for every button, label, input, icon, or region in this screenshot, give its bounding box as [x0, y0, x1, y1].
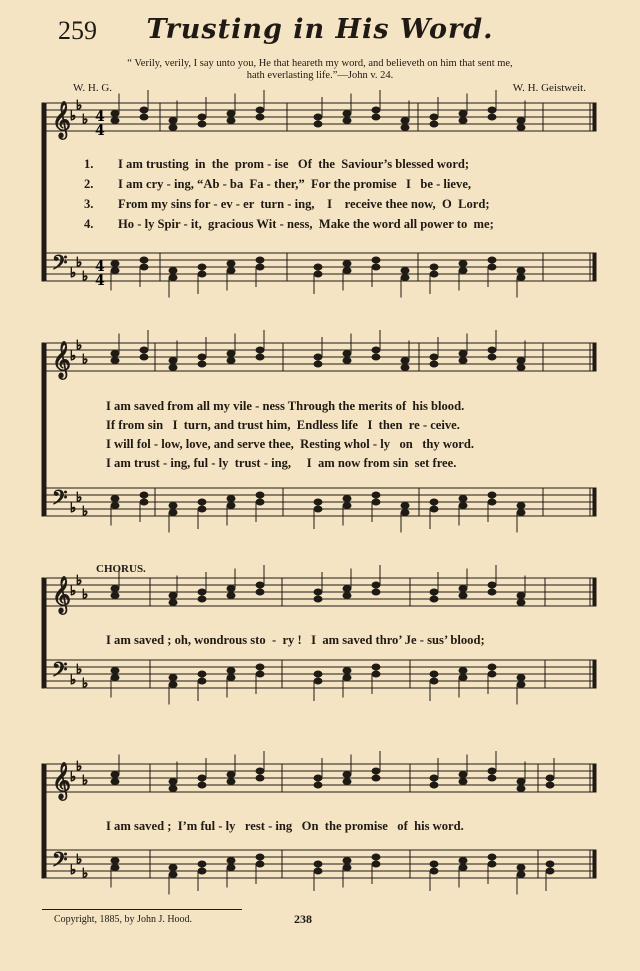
notehead [372, 861, 380, 867]
flat-icon: ♭ [76, 98, 83, 114]
notehead [430, 499, 438, 505]
notehead [459, 779, 467, 785]
notehead [517, 872, 525, 878]
notehead [517, 865, 525, 871]
flat-icon: ♭ [70, 109, 77, 124]
notehead [169, 358, 177, 364]
notehead [314, 354, 322, 360]
notehead [111, 675, 119, 681]
notehead [169, 872, 177, 878]
notehead [227, 772, 235, 778]
notehead [517, 593, 525, 599]
notehead [256, 775, 264, 781]
notehead [488, 589, 496, 595]
notehead [227, 675, 235, 681]
notehead [401, 365, 409, 371]
notehead [169, 118, 177, 124]
notehead [140, 107, 148, 113]
notehead [111, 586, 119, 592]
flat-icon: ♭ [70, 770, 77, 785]
notehead [459, 865, 467, 871]
notehead [169, 675, 177, 681]
flat-icon: ♭ [82, 587, 89, 603]
hymn-number: 259 [58, 16, 97, 45]
notehead [459, 503, 467, 509]
notehead [430, 782, 438, 788]
treble-clef-icon: 𝄞 [52, 575, 71, 613]
notehead [256, 768, 264, 774]
notehead [227, 593, 235, 599]
notehead [546, 861, 554, 867]
notehead [430, 361, 438, 367]
notehead [227, 865, 235, 871]
notehead [227, 261, 235, 267]
notehead [459, 496, 467, 502]
lyricist-credit: W. H. G. [73, 82, 113, 94]
bass-clef-icon: 𝄢 [52, 848, 68, 876]
notehead [343, 675, 351, 681]
notehead [459, 772, 467, 778]
final-barline [593, 253, 596, 281]
notehead [343, 351, 351, 357]
verse-1-lyric: I am trusting in the prom - ise Of the Saviour’s blessed word; [118, 157, 470, 171]
notehead [488, 107, 496, 113]
flat-icon: ♭ [76, 490, 83, 506]
notehead [459, 593, 467, 599]
notehead [314, 271, 322, 277]
notehead [430, 589, 438, 595]
notehead [517, 275, 525, 281]
notehead [227, 496, 235, 502]
notehead [343, 118, 351, 124]
notehead [488, 775, 496, 781]
notehead [140, 264, 148, 270]
notehead [227, 268, 235, 274]
hymn-title: Trusting in His Word. [146, 14, 494, 45]
notehead [256, 854, 264, 860]
notehead [198, 271, 206, 277]
notehead [198, 589, 206, 595]
notehead [111, 503, 119, 509]
notehead [140, 354, 148, 360]
notehead [314, 264, 322, 270]
verse-2-lyric: I am cry - ing, “Ab - ba Fa - ther,” For the promise I be - lieve, [118, 177, 472, 191]
notehead [430, 861, 438, 867]
notehead [198, 861, 206, 867]
verse-3-number: 3. [84, 197, 94, 211]
notehead [111, 268, 119, 274]
notehead [517, 682, 525, 688]
notehead [169, 600, 177, 606]
notehead [430, 775, 438, 781]
notehead [169, 268, 177, 274]
chorus-line-2: I am saved ; I’m ful - ly rest - ing On the promise of his word. [106, 819, 464, 833]
notehead [314, 868, 322, 874]
epigraph-line-2: hath everlasting life.”—John v. 24. [246, 70, 394, 81]
flat-icon: ♭ [76, 662, 83, 678]
flat-icon: ♭ [82, 269, 89, 285]
notehead [488, 347, 496, 353]
notehead [198, 775, 206, 781]
notehead [488, 664, 496, 670]
notehead [343, 268, 351, 274]
treble-clef-icon: 𝄞 [52, 100, 71, 138]
notehead [488, 768, 496, 774]
notehead [401, 275, 409, 281]
notehead [256, 499, 264, 505]
notehead [256, 861, 264, 867]
notehead [430, 678, 438, 684]
notehead [111, 261, 119, 267]
notehead [517, 600, 525, 606]
notehead [169, 503, 177, 509]
final-barline [593, 850, 596, 878]
flat-icon: ♭ [76, 255, 83, 271]
notehead [198, 506, 206, 512]
flat-icon: ♭ [82, 676, 89, 692]
notehead [517, 675, 525, 681]
notehead [314, 589, 322, 595]
system-brace [42, 103, 45, 281]
flat-icon: ♭ [70, 501, 77, 516]
verse-4-line-2: I am trust - ing, ful - ly trust - ing, I am now from sin set free. [106, 456, 457, 470]
system-brace [42, 578, 45, 688]
notehead [343, 668, 351, 674]
notehead [198, 868, 206, 874]
epigraph-line-1: “ Verily, verily, I say unto you, He that heareth my word, and believeth on him that sent me, [127, 58, 513, 69]
notehead [546, 775, 554, 781]
flat-icon: ♭ [76, 338, 83, 354]
notehead [314, 775, 322, 781]
notehead [459, 358, 467, 364]
notehead [459, 351, 467, 357]
notehead [430, 596, 438, 602]
notehead [256, 664, 264, 670]
notehead [517, 125, 525, 131]
copyright-notice: Copyright, 1885, by John J. Hood. [54, 914, 193, 925]
flat-icon: ♭ [82, 866, 89, 882]
notehead [140, 492, 148, 498]
notehead [372, 775, 380, 781]
bass-clef-icon: 𝄢 [52, 658, 68, 686]
notehead [517, 779, 525, 785]
verse-3-line-2: I will fol - low, love, and serve thee, Resting whol - ly on thy word. [106, 437, 475, 451]
notehead [372, 107, 380, 113]
notehead [314, 671, 322, 677]
notehead [488, 114, 496, 120]
notehead [198, 114, 206, 120]
notehead [198, 596, 206, 602]
flat-icon: ♭ [70, 584, 77, 599]
svg-text:4: 4 [95, 123, 105, 139]
notehead [430, 264, 438, 270]
notehead [198, 264, 206, 270]
notehead [372, 671, 380, 677]
notehead [430, 354, 438, 360]
notehead [372, 499, 380, 505]
notehead [111, 865, 119, 871]
notehead [488, 257, 496, 263]
notehead [401, 358, 409, 364]
notehead [111, 118, 119, 124]
notehead [227, 586, 235, 592]
notehead [343, 358, 351, 364]
treble-clef-icon: 𝄞 [52, 761, 71, 799]
notehead [459, 268, 467, 274]
system-brace [42, 343, 45, 516]
notehead [401, 510, 409, 516]
notehead [111, 779, 119, 785]
final-barline [593, 578, 596, 606]
svg-text:4: 4 [95, 273, 105, 289]
notehead [517, 358, 525, 364]
page-number: 238 [294, 912, 312, 926]
verse-2-line-2: If from sin I turn, and trust him, Endless life I then re - ceive. [106, 418, 460, 432]
notehead [227, 118, 235, 124]
notehead [401, 118, 409, 124]
notehead [430, 121, 438, 127]
notehead [343, 858, 351, 864]
flat-icon: ♭ [70, 863, 77, 878]
notehead [256, 582, 264, 588]
time-signature-bass [95, 259, 105, 289]
notehead [343, 593, 351, 599]
notehead [314, 861, 322, 867]
verse-4-number: 4. [84, 217, 94, 231]
notehead [256, 107, 264, 113]
notehead [459, 111, 467, 117]
notehead [140, 257, 148, 263]
notehead [488, 492, 496, 498]
notehead [169, 682, 177, 688]
svg-text:4: 4 [95, 259, 105, 275]
flat-icon: ♭ [76, 759, 83, 775]
notehead [256, 114, 264, 120]
notehead [314, 114, 322, 120]
notehead [256, 671, 264, 677]
notehead [430, 114, 438, 120]
notehead [372, 492, 380, 498]
notehead [111, 496, 119, 502]
notehead [517, 503, 525, 509]
notehead [256, 264, 264, 270]
notehead [372, 768, 380, 774]
notehead [140, 114, 148, 120]
notehead [169, 865, 177, 871]
notehead [111, 858, 119, 864]
verse-2-number: 2. [84, 177, 94, 191]
notehead [372, 264, 380, 270]
notehead [517, 365, 525, 371]
notehead [198, 678, 206, 684]
notehead [517, 268, 525, 274]
notehead [198, 782, 206, 788]
composer-credit: W. H. Geistweit. [512, 82, 586, 94]
flat-icon: ♭ [82, 112, 89, 128]
notehead [343, 261, 351, 267]
notehead [198, 671, 206, 677]
time-signature-treble [95, 109, 105, 139]
notehead [140, 347, 148, 353]
notehead [256, 347, 264, 353]
notehead [488, 854, 496, 860]
notehead [488, 264, 496, 270]
notehead [111, 772, 119, 778]
notehead [314, 678, 322, 684]
notehead [314, 361, 322, 367]
final-barline [593, 764, 596, 792]
flat-icon: ♭ [70, 349, 77, 364]
notehead [459, 675, 467, 681]
flat-icon: ♭ [76, 573, 83, 589]
notehead [546, 868, 554, 874]
notehead [372, 589, 380, 595]
final-barline [593, 103, 596, 131]
notehead [401, 268, 409, 274]
notehead [169, 510, 177, 516]
notehead [111, 358, 119, 364]
notehead [314, 121, 322, 127]
notehead [227, 111, 235, 117]
notehead [227, 668, 235, 674]
notehead [169, 786, 177, 792]
notehead [198, 354, 206, 360]
notehead [314, 506, 322, 512]
notehead [343, 586, 351, 592]
notehead [488, 861, 496, 867]
flat-icon: ♭ [70, 673, 77, 688]
notehead [459, 118, 467, 124]
notehead [488, 671, 496, 677]
notehead [198, 361, 206, 367]
chorus-line-1: I am saved ; oh, wondrous sto - ry ! I am saved thro’ Je - sus’ blood; [106, 633, 485, 647]
notehead [430, 868, 438, 874]
notehead [227, 358, 235, 364]
bass-clef-icon: 𝄢 [52, 486, 68, 514]
flat-icon: ♭ [76, 852, 83, 868]
notehead [372, 347, 380, 353]
notehead [430, 271, 438, 277]
flat-icon: ♭ [82, 352, 89, 368]
verse-4-lyric: Ho - ly Spir - it, gracious Wit - ness, Make the word all power to me; [118, 217, 494, 231]
final-barline [593, 488, 596, 516]
verse-3-lyric: From my sins for - ev - er turn - ing, I receive thee now, O Lord; [118, 197, 490, 211]
notehead [372, 664, 380, 670]
notehead [256, 492, 264, 498]
notehead [430, 671, 438, 677]
notehead [314, 782, 322, 788]
notehead [111, 668, 119, 674]
notehead [314, 499, 322, 505]
notehead [227, 779, 235, 785]
notehead [227, 858, 235, 864]
notehead [459, 858, 467, 864]
notehead [459, 668, 467, 674]
notehead [372, 854, 380, 860]
notehead [372, 114, 380, 120]
verse-1-line-2: I am saved from all my vile - ness Through the merits of his blood. [106, 399, 465, 413]
notehead [546, 782, 554, 788]
bass-clef-icon: 𝄢 [52, 251, 68, 279]
notehead [343, 496, 351, 502]
flat-icon: ♭ [70, 266, 77, 281]
notehead [198, 121, 206, 127]
notehead [372, 257, 380, 263]
notehead [488, 582, 496, 588]
notehead [343, 772, 351, 778]
notehead [169, 275, 177, 281]
notehead [227, 351, 235, 357]
notehead [517, 510, 525, 516]
notehead [459, 586, 467, 592]
treble-clef-icon: 𝄞 [52, 340, 71, 378]
footer-rule [42, 909, 242, 910]
notehead [140, 499, 148, 505]
final-barline [593, 660, 596, 688]
system-brace [42, 764, 45, 878]
flat-icon: ♭ [82, 504, 89, 520]
flat-icon: ♭ [82, 773, 89, 789]
notehead [256, 354, 264, 360]
svg-text:4: 4 [95, 109, 105, 125]
notehead [111, 593, 119, 599]
notehead [517, 118, 525, 124]
notehead [430, 506, 438, 512]
verse-1-number: 1. [84, 157, 94, 171]
notehead [314, 596, 322, 602]
notehead [459, 261, 467, 267]
final-barline [593, 343, 596, 371]
notehead [169, 125, 177, 131]
notehead [343, 779, 351, 785]
notehead [343, 503, 351, 509]
notehead [372, 354, 380, 360]
notehead [111, 351, 119, 357]
notehead [401, 503, 409, 509]
notehead [198, 499, 206, 505]
notehead [227, 503, 235, 509]
notehead [517, 786, 525, 792]
notehead [343, 865, 351, 871]
chorus-label: CHORUS. [96, 563, 146, 575]
notehead [401, 125, 409, 131]
notehead [372, 582, 380, 588]
notehead [256, 589, 264, 595]
notehead [111, 111, 119, 117]
notehead [169, 593, 177, 599]
notehead [343, 111, 351, 117]
notehead [169, 365, 177, 371]
notehead [488, 354, 496, 360]
notehead [488, 499, 496, 505]
notehead [256, 257, 264, 263]
notehead [169, 779, 177, 785]
